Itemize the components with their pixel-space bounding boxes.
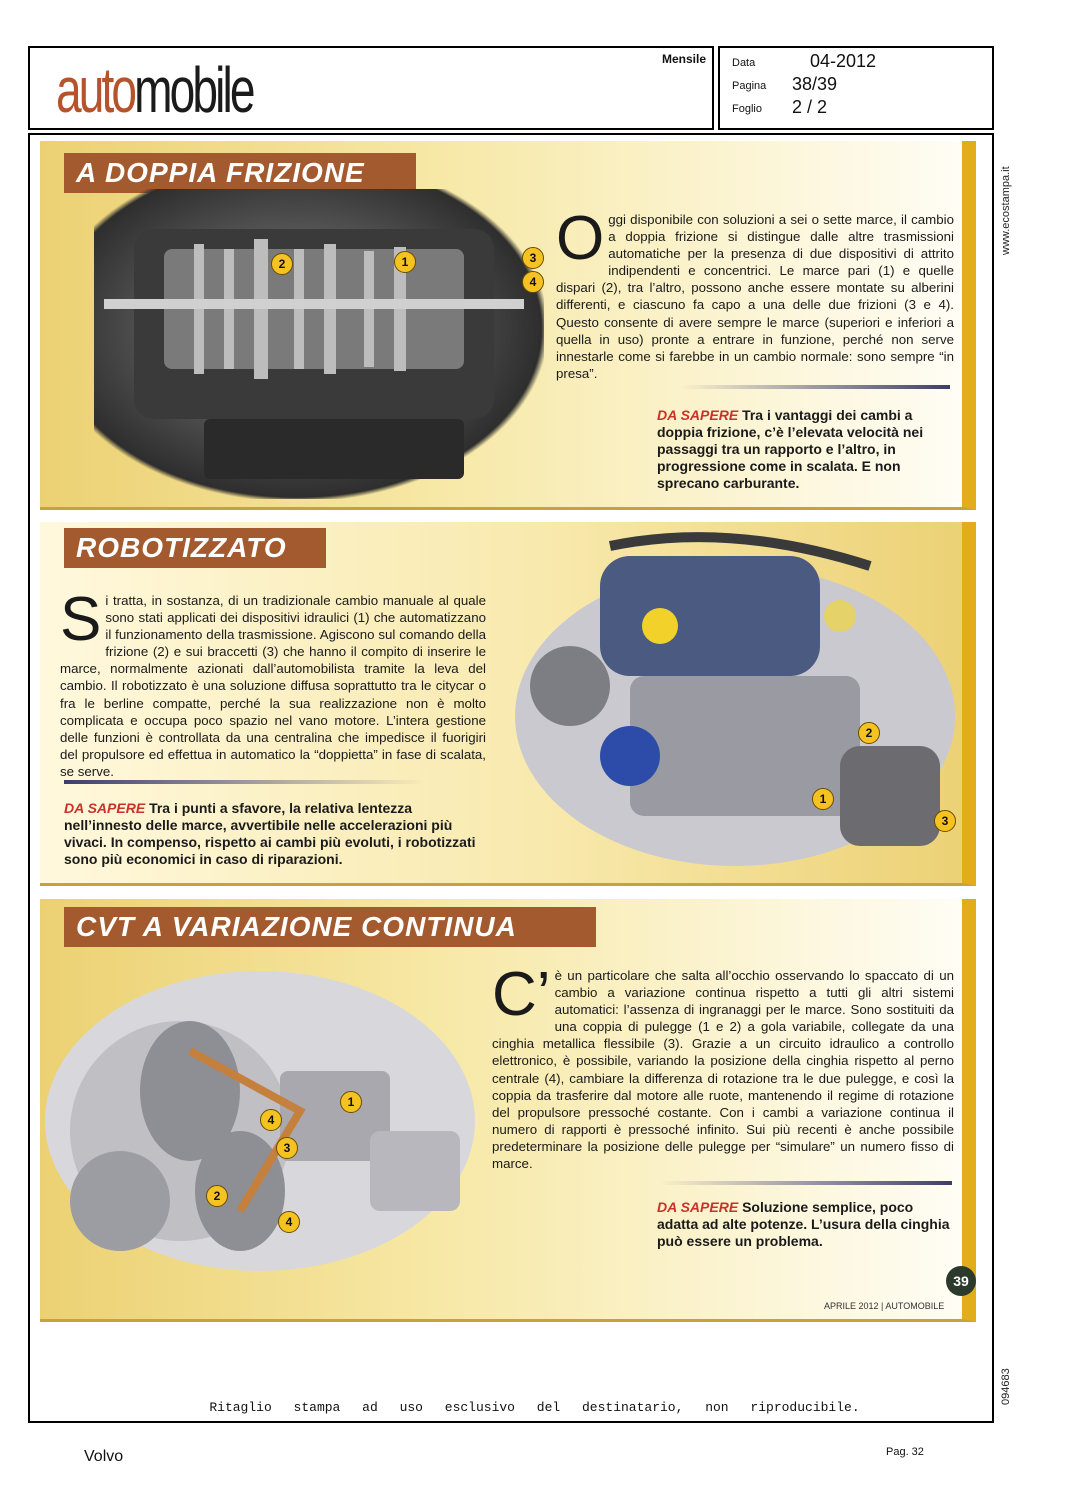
automobile-logo: automobile bbox=[56, 54, 253, 126]
cvt-gearbox-illustration bbox=[40, 951, 480, 1291]
periodicity-label: Mensile bbox=[661, 52, 706, 66]
engine-drawing bbox=[510, 526, 960, 878]
section-title: A DOPPIA FRIZIONE bbox=[64, 153, 416, 193]
section-title: CVT A VARIAZIONE CONTINUA bbox=[64, 907, 596, 947]
da-sapere-box bbox=[657, 1199, 957, 1250]
label-marker: 1 bbox=[812, 788, 834, 810]
label-marker: 4 bbox=[522, 271, 544, 293]
divider-rule bbox=[680, 385, 950, 389]
label-marker: 2 bbox=[271, 253, 293, 275]
code-vertical: 094683 bbox=[1000, 1368, 1012, 1405]
label-marker: 2 bbox=[858, 722, 880, 744]
section-title: ROBOTIZZATO bbox=[64, 528, 326, 568]
gearbox-drawing bbox=[94, 189, 544, 499]
foglio-value: 2 / 2 bbox=[792, 97, 828, 117]
section-doppia-frizione bbox=[40, 141, 976, 510]
robotized-engine-illustration bbox=[510, 526, 960, 878]
dual-clutch-gearbox-illustration bbox=[94, 189, 544, 499]
clipping-notice: Ritaglio stampa ad uso esclusivo del destinatario, non riproducibile. bbox=[209, 1400, 860, 1415]
header-masthead-box bbox=[28, 46, 714, 130]
section-cvt bbox=[40, 899, 976, 1322]
da-sapere-text: Tra i vantaggi dei cambi a doppia frizione, c’è l’elevata velocità nei passaggi tra un rapporto e l’altro, in progressione come in scalata. E non sprecano carburante. bbox=[657, 407, 924, 491]
label-marker: 3 bbox=[934, 810, 956, 832]
drop-cap: C’ bbox=[492, 960, 551, 1029]
data-label: Data bbox=[732, 57, 756, 69]
label-marker: 3 bbox=[522, 247, 544, 269]
foglio-label: Foglio bbox=[732, 103, 762, 115]
page-label: Pag. 32 bbox=[886, 1446, 924, 1458]
label-marker: 4 bbox=[260, 1109, 282, 1131]
section-body: Oggi disponibile con soluzioni a sei o sette marce, il cambio a doppia frizione si distingue dalle altre trasmissioni automatiche per la presenza di due dispositivi di attrito indipendenti e concentrici. Le marce pari (1) e quelle dispari (2), tra l’altro, possono anche essere montate su alberini differenti, e ciascuno fa capo a una delle due frizioni (3 e 4). Questo consente di avere sempre le marce (superiori e inferiori a quella in uso) pronte a entrare in funzione, perché non serve innestarle come si farebbe in un cambio normale: sono sempre “in presa”. bbox=[556, 204, 954, 381]
issue-footer: APRILE 2012 | AUTOMOBILE bbox=[824, 1301, 945, 1311]
pagina-value: 38/39 bbox=[792, 74, 838, 94]
website-vertical: www.ecostampa.it bbox=[1000, 166, 1012, 255]
da-sapere-text: Tra i punti a sfavore, la relativa lentezza nell’innesto delle marce, avvertibile nelle accelerazioni più vivaci. In compenso, rispetto ai cambi più evoluti, i robotizzati sono più economici in caso di riparazioni. bbox=[64, 800, 476, 867]
drop-cap: O bbox=[556, 204, 605, 273]
section-body: C’ è un particolare che salta all’occhio osservando lo spaccato di un cambio a variazione continua rispetto a tutti gli altri sistemi automatici: l’assenza di ingranaggi per le marce. Sono sostituiti da una coppia di pulegge (1 e 2) a gola variabile, collegate da una cinghia metallica flessibile (3). Grazie a un circuito idraulico a controllo elettronico, è possibile, variando la posizione della cinghia rispetto al perno centrale (4), cambiare la differenza di rotazione tra le due pulegge, e così la coppia da trasferire dal motore alle ruote, mantenendo il regime di rotazione del propulsore pressoché costante. Con i cambi a variazione continua il numero di rapporti è pressoché infinito. Sui più recenti è anche possibile predeterminare la posizione delle pulegge per “simulare” un numero fisso di marce. bbox=[492, 960, 954, 1172]
data-value: 04-2012 bbox=[810, 51, 877, 71]
da-sapere-tag: DA SAPERE bbox=[657, 407, 739, 423]
pagina-label: Pagina bbox=[732, 80, 767, 92]
section-body: Si tratta, in sostanza, di un tradizionale cambio manuale al quale sono stati applicati dei dispositivi idraulici (1) che automatizzano il funzionamento della trasmissione. Agiscono sul comando della frizione (2) e sui braccetti (3) che hanno il compito di inserire le marce, normalmente azionati dall’automobilista tramite la leva del cambio. Il robotizzato è una soluzione diffusa soprattutto tra le citycar o fra le berline compatte, perché la sua realizzazione non è molto complicata e occupa poco spazio nel vano motore. L’intera gestione delle funzioni è controllata da una centralina che impedisce il fuorigiri del propulsore ed effettua in automatico la “doppietta” in fase di scalata, se serve. bbox=[60, 585, 486, 779]
label-marker: 2 bbox=[206, 1185, 228, 1207]
page-number-badge: 39 bbox=[946, 1266, 976, 1296]
divider-rule bbox=[64, 780, 424, 784]
client-name: Volvo bbox=[84, 1448, 124, 1465]
da-sapere-tag: DA SAPERE bbox=[64, 800, 146, 816]
header-meta-box bbox=[718, 46, 994, 130]
divider-rule bbox=[660, 1181, 952, 1185]
section-robotizzato bbox=[40, 522, 976, 886]
da-sapere-box bbox=[64, 800, 484, 868]
da-sapere-box bbox=[657, 407, 957, 492]
label-marker: 1 bbox=[340, 1091, 362, 1113]
da-sapere-text: Soluzione semplice, poco adatta ad alte potenze. L’usura della cinghia può essere un problema. bbox=[657, 1199, 950, 1249]
da-sapere-tag: DA SAPERE bbox=[657, 1199, 739, 1215]
label-marker: 3 bbox=[276, 1137, 298, 1159]
drop-cap: S bbox=[60, 585, 102, 654]
magazine-page-scan bbox=[34, 139, 988, 1322]
label-marker: 4 bbox=[278, 1211, 300, 1233]
label-marker: 1 bbox=[394, 251, 416, 273]
